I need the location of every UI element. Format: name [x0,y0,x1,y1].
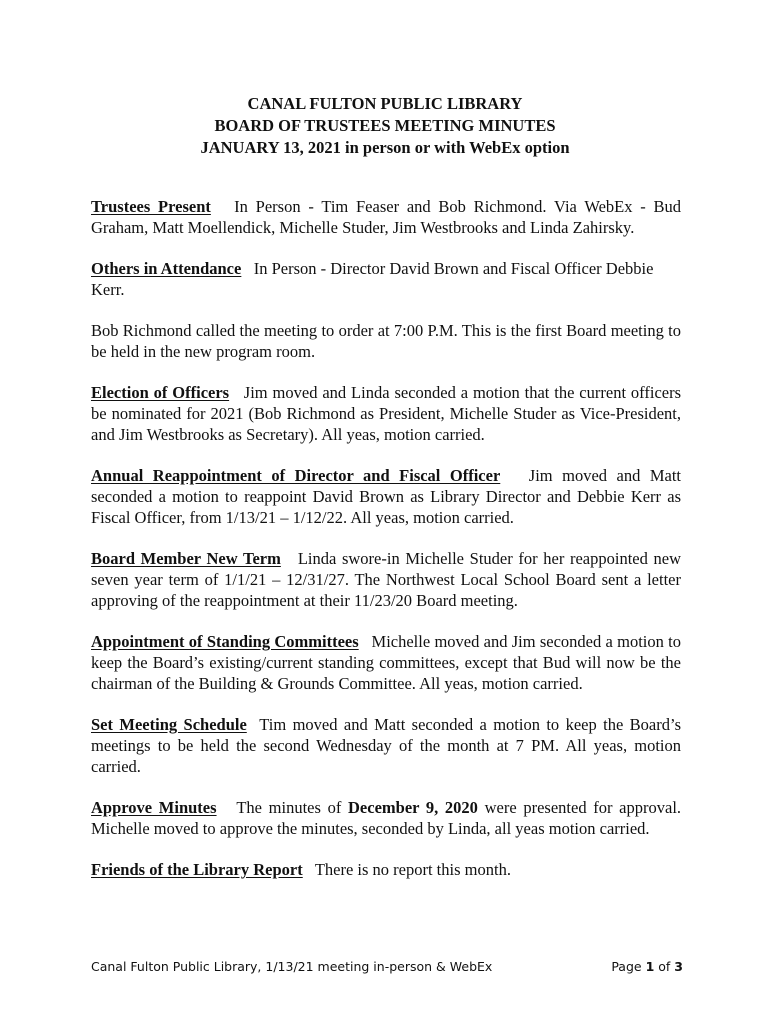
section-heading: Election of Officers [91,383,230,402]
reappointment-paragraph [91,465,681,528]
section-text: Linda swore-in Michelle Studer for her reappointed new seven year term of 1/1/21 – 12/31/27. The Northwest Local School Board sent a letter approving of the reappointment at their 11/23/20 Board meeting. [91,549,682,610]
section-heading: Approve Minutes [91,798,217,817]
of-label: of [658,959,671,974]
section-heading: Board Member New Term [91,549,281,568]
section-heading: Others in Attendance [91,259,242,278]
new-term-paragraph [91,548,681,611]
footer-caption: Canal Fulton Public Library, 1/13/21 meeting in-person & WebEx [91,959,493,974]
minutes-body [91,196,681,900]
committees-paragraph [91,631,681,694]
friends-report-paragraph [91,859,681,880]
document-title: BOARD OF TRUSTEES MEETING MINUTES [214,116,556,135]
trustees-present-paragraph [91,196,681,238]
section-heading: Set Meeting Schedule [91,715,247,734]
section-heading: Trustees Present [91,197,211,216]
minutes-date: December 9, 2020 [348,798,478,817]
section-text: Bob Richmond called the meeting to order at 7:00 P.M. This is the first Board meeting to be held in the new program room. [91,321,681,361]
section-text: Jim moved and Matt seconded a motion to reappoint David Brown as Library Director and Debbie Kerr as Fiscal Officer, from 1/13/21 – 1/12/22. All yeas, motion carried. [91,466,682,527]
section-text: The minutes of [236,798,342,817]
approve-minutes-paragraph [91,797,681,839]
section-text: In Person - Tim Feaser and Bob Richmond. Via WebEx - Bud Graham, Matt Moellendick, Michelle Studer, Jim Westbrooks and Linda Zahirsky. [91,197,681,237]
library-name: CANAL FULTON PUBLIC LIBRARY [247,94,523,113]
schedule-paragraph [91,714,681,777]
section-text: Tim moved and Matt seconded a motion to keep the Board’s meetings to be held the second Wednesday of the month at 7 PM. All yeas, motion carried. [91,715,682,776]
section-text: There is no report this month. [314,860,511,879]
section-text: Jim moved and Linda seconded a motion that the current officers be nominated for 2021 (Bob Richmond as President, Michelle Studer as Vice-President, and Jim Westbrooks as Secretary). All yeas, motion carried. [91,383,682,444]
section-text: In Person - Director David Brown and Fiscal Officer Debbie Kerr. [91,259,654,299]
election-paragraph [91,382,681,445]
total-pages: 3 [674,959,683,974]
section-heading: Friends of the Library Report [91,860,303,879]
call-to-order-paragraph [91,320,681,362]
page-label: Page [611,959,642,974]
current-page: 1 [645,959,655,974]
page-footer [91,958,683,976]
others-attendance-paragraph [91,258,681,300]
page-number [611,958,683,976]
section-text: Michelle moved and Jim seconded a motion to keep the Board’s existing/current standing committees, except that Bud will now be the chairman of the Building & Grounds Committee. All yeas, motion carried. [91,632,682,693]
section-heading: Annual Reappointment of Director and Fiscal Officer [91,466,501,485]
document-header [0,93,770,159]
meeting-date: JANUARY 13, 2021 in person or with WebEx option [200,138,570,157]
section-heading: Appointment of Standing Committees [91,632,359,651]
section-text: were presented for approval. Michelle moved to approve the minutes, seconded by Linda, all yeas motion carried. [91,798,682,838]
